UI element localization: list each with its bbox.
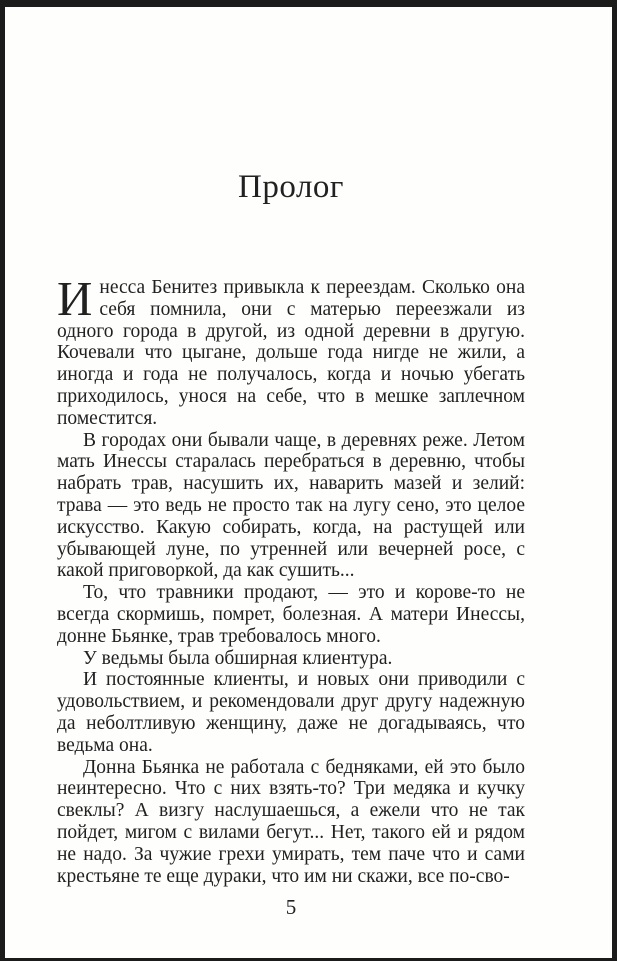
text-column [5, 7, 612, 887]
page-number: 5 [285, 895, 297, 919]
body-text [57, 271, 525, 887]
chapter-title: Пролог [238, 169, 344, 205]
paragraph-text: несса Бенитез привыкла к переездам. Сколько она себя помнила, они с матерью переезжали из одного города в другой, из одной деревни в другую. Кочевали что цыгане, дольше года нигде не жили, а иногда и года не получалось, когда и ночью убегать приходилось, унося на себе, что в мешке заплечном поместится. [57, 277, 525, 429]
drop-cap: И [57, 271, 93, 326]
paragraph: Донна Бьянка не работала с бедняками, ей это было неинтересно. Что с них взять-то? Три медяка и кучку свеклы? А визгу наслушаешься, а ежели что не так пойдет, мигом с вилами бегут... Нет, такого ей и рядом не надо. За чужие грехи умирать, тем паче что и сами крестьяне те еще дураки, что им ни скажи, все по-сво- [57, 756, 525, 887]
paragraph: У ведьмы была обширная клиентура. [83, 647, 393, 669]
paragraph: То, что травники продают, — это и корове-то не всегда скормишь, помрет, болезная. А матери Инессы, донне Бьянке, трав требовалось много. [57, 582, 525, 647]
paragraph: В городах они бывали чаще, в деревнях реже. Летом мать Инессы старалась перебраться в деревню, чтобы набрать трав, насушить их, наварить мазей и зелий: трава — это ведь не просто так на лугу сено, это целое искусство. Какую собирать, когда, на растущей или убывающей луне, по утренней или вечерней росе, с какой приговоркой, да как сушить... [57, 429, 525, 582]
paragraph [57, 271, 525, 430]
paragraph: И постоянные клиенты, и новых они приводили с удовольствием, и рекомендовали друг другу надежную да неболтливую женщину, даже не догадываясь, что ведьма она. [57, 669, 525, 756]
